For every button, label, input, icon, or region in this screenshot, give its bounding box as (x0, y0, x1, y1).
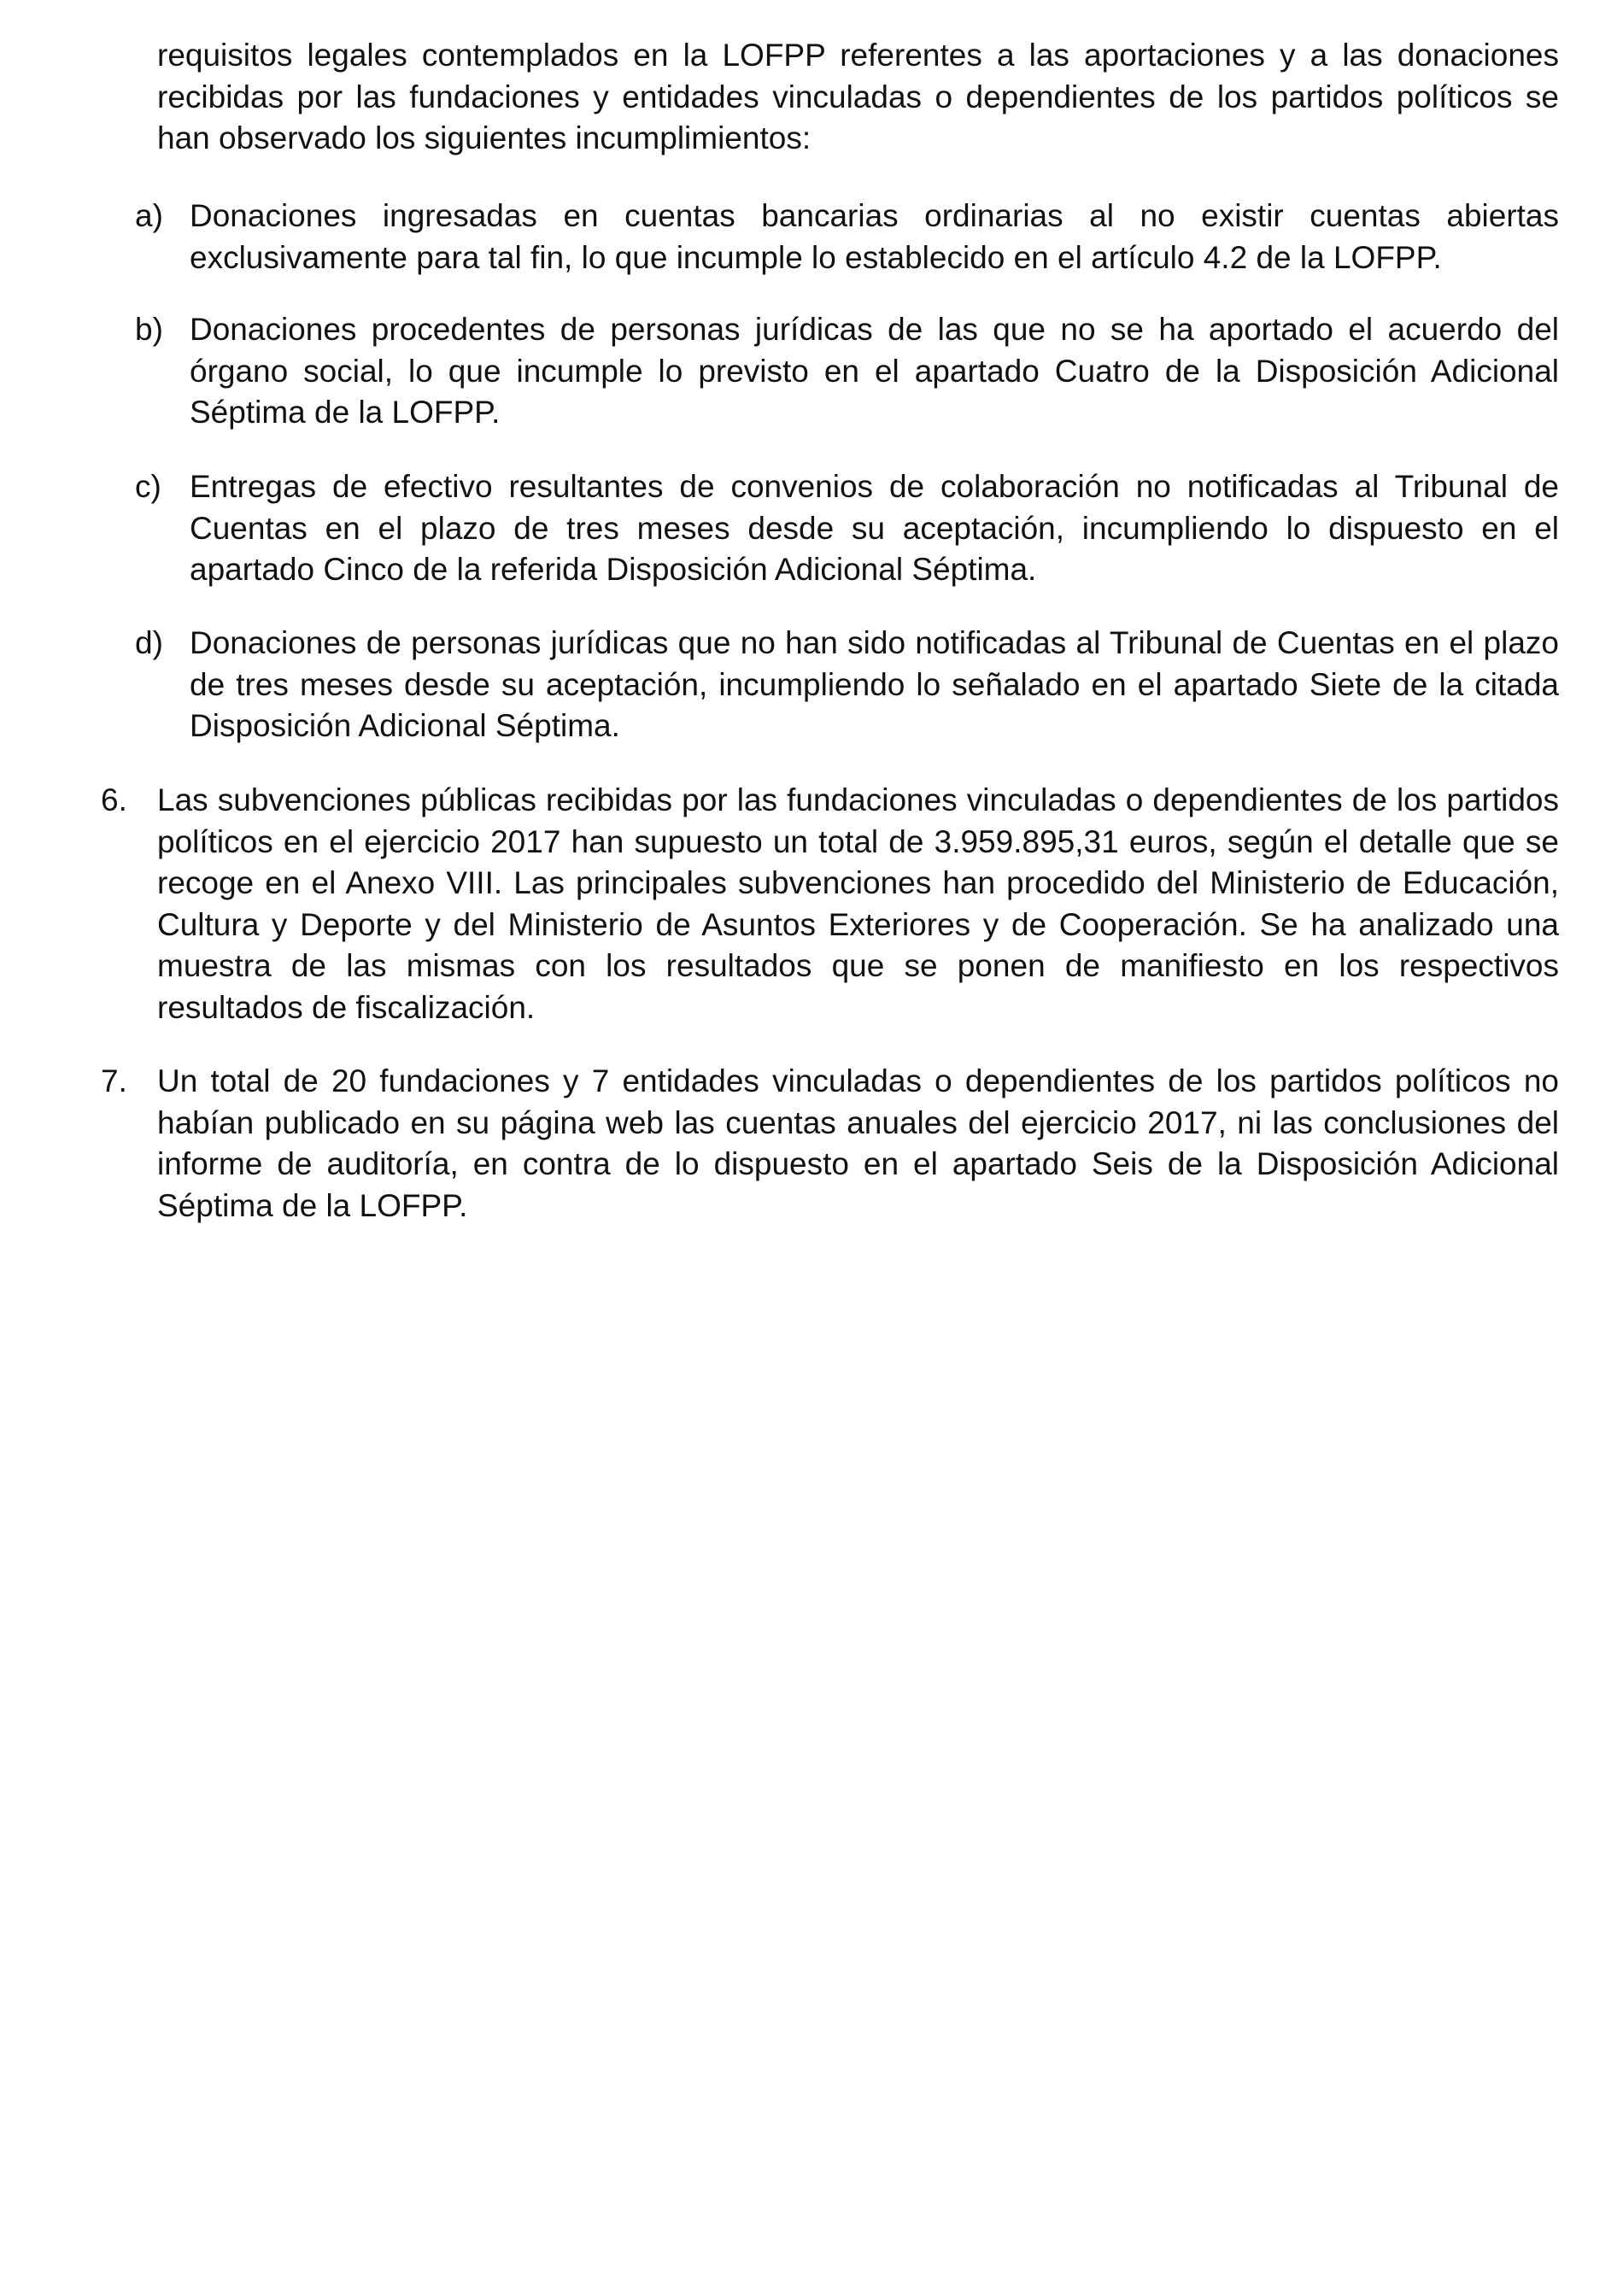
intro-paragraph: requisitos legales contemplados en la LOFPP referentes a las aportaciones y a las donaciones recibidas por las fundaciones y entidades vinculadas o dependientes de los partidos políticos se han observado los siguientes incumplimientos: (157, 38, 1559, 155)
sub-item-text-a: Donaciones ingresadas en cuentas bancarias ordinarias al no existir cuentas abiertas exclusivamente para tal fin, lo que incumple lo establecido en el artículo 4.2 de la LOFPP. (190, 198, 1559, 275)
sub-item-label-d: d) (135, 625, 163, 660)
sub-item-text-b: Donaciones procedentes de personas jurídicas de las que no se ha aportado el acuerdo del órgano social, lo que incumple lo previsto en el apartado Cuatro de la Disposición Adicional Séptima de la LOFPP. (190, 312, 1559, 430)
numbered-item-label-7: 7. (101, 1063, 127, 1098)
sub-item-text-c: Entregas de efectivo resultantes de convenios de colaboración no notificadas al Tribunal de Cuentas en el plazo de tres meses desde su aceptación, incumpliendo lo dispuesto en el apartado Cinco de la referida Disposición Adicional Séptima. (190, 469, 1559, 587)
numbered-item-text-6: Las subvenciones públicas recibidas por las fundaciones vinculadas o dependientes de los partidos políticos en el ejercicio 2017 han supuesto un total de 3.959.895,31 euros, según el detalle que se recoge en el Anexo VIII. Las principales subvenciones han procedido del Ministerio de Educación, Cultura y Deporte y del Ministerio de Asuntos Exteriores y de Cooperación. Se ha analizado una muestra de las mismas con los resultados que se ponen de manifiesto en los respectivos resultados de fiscalización. (157, 782, 1559, 1025)
sub-item-label-c: c) (135, 469, 161, 504)
sub-item-text-d: Donaciones de personas jurídicas que no han sido notificadas al Tribunal de Cuentas en el plazo de tres meses desde su aceptación, incumpliendo lo señalado en el apartado Siete de la citada Disposición Adicional Séptima. (190, 625, 1559, 743)
numbered-item-text-7: Un total de 20 fundaciones y 7 entidades vinculadas o dependientes de los partidos políticos no habían publicado en su página web las cuentas anuales del ejercicio 2017, ni las conclusiones del informe de auditoría, en contra de lo dispuesto en el apartado Seis de la Disposición Adicional Séptima de la LOFPP. (157, 1063, 1559, 1223)
numbered-item-label-6: 6. (101, 782, 127, 817)
sub-item-label-a: a) (135, 198, 163, 233)
sub-item-label-b: b) (135, 312, 163, 347)
